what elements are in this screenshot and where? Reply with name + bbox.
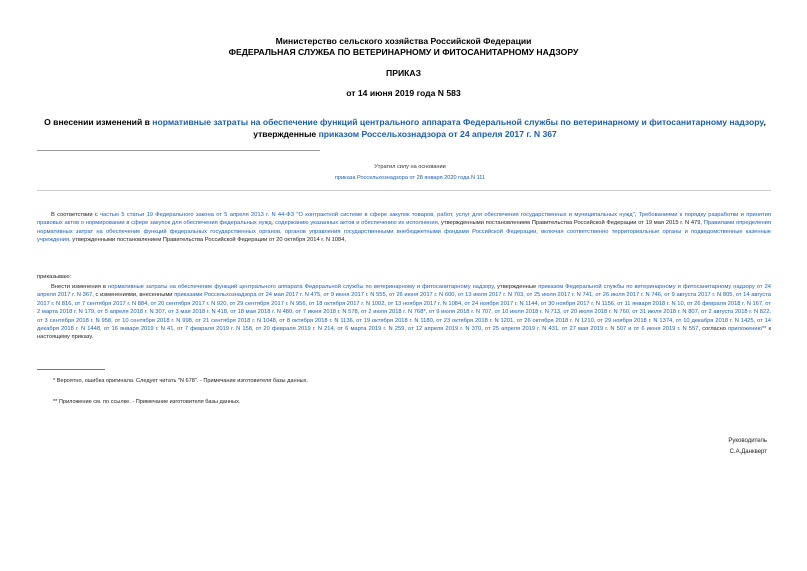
footnote-2: ** Приложение см. по ссылке. - Примечание изготовителя базы данных.: [53, 399, 241, 405]
status-top-divider: [37, 150, 320, 151]
subject-link-norms[interactable]: нормативные затраты на обеспечение функций центрального аппарата Федеральной службы по ветеринарному и фитосанитарному надзору: [152, 117, 764, 127]
preamble-text-2: ,: [634, 212, 639, 218]
clause-link-order-367[interactable]: приказом Федеральной службы по ветеринарному и фитосанитарному надзору от 24 апреля 2017 г. N 367: [37, 284, 771, 299]
footnote-divider: [37, 369, 105, 370]
preamble-text-4: , утвержденными постановлением Правительства Российской Федерации от 20 октября 2014 г. N 1084,: [69, 237, 346, 244]
doc-date-number: от 14 июня 2019 года N 583: [346, 88, 461, 98]
preamble-link-requirements[interactable]: Требованиями к порядку разработки и принятия правовых актов о нормировании в сфере закупок для обеспечения федеральных нужд, содержанию указанных актов и обеспечению их исполнения: [37, 212, 771, 227]
subject-text-2: , утвержденные: [253, 117, 766, 139]
doc-subject: [40, 116, 770, 140]
preamble-paragraph: [37, 211, 771, 245]
clause-paragraph: [37, 283, 771, 342]
clause-link-appendix[interactable]: приложению**: [728, 326, 767, 333]
status-link[interactable]: приказа Россельхознадзора от 28 января 2020 года N 111: [334, 175, 486, 181]
status-bottom-divider: [37, 190, 771, 191]
clause-text-5: к настоящему приказу.: [37, 326, 771, 341]
clause-link-amendments[interactable]: приказами Россельхознадзора от 24 мая 2017 г. N 475, от 9 июня 2017 г. N 555, от 26 июня 2017 г. N 600, от 13 июля 2017 г. N 703, от 25 июля 2017 г. N 741, от 26 июля 2017 г. N 746, от 9 августа 2017 г. N 805, от 14 августа 2017 г. N 816, от 7 сентября 2017 г. N 884, от 20 сентября 2017 г. N 920, от 29 сентября 2017 г. N 956, от 18 октября 2017 г. N 1002, от 13 ноября 2017 г. N 1084, от 24 ноября 2017 г. N 1144, от 30 ноября 2017 г. N 1156, от 11 января 2018 г. N 10, от 26 февраля 2018 г. N 167, от 2 марта 2018 г. N 179, от 5 апреля 2018 г. N 307, от 3 мая 2018 г. N 418, от 18 мая 2018 г. N 480, от 7 июня 2018 г. N 578, от 2 июля 2018 г. N 768*, от 9 июля 2018 г. N 707, от 10 июля 2018 г. N 713, от 20 июля 2018 г. N 760, от 31 июля 2018 г. N 807, от 2 августа 2018 г. N 822, от 3 сентября 2018 г. N 958, от 10 сентября 2018 г. N 998, от 21 сентября 2018 г. N 1048, от 8 октября 2018 г. N 1136, от 19 октября 2018 г. N 1180, от 23 октября 2018 г. N 1201, от 26 октября 2018 г. N 1210, от 29 ноября 2018 г. N 1374, от 10 декабря 2018 г. N 1425, от 14 декабря 2018 г. N 1448, от 16 января 2019 г. N 41, от 7 февраля 2019 г. N 158, от 20 февраля 2019 г. N 214, от 6 марта 2019 г. N 259, от 12 апреля 2019 г. N 370, от 25 апреля 2019 г. N 431, от 27 мая 2019 г. N 507 и от 6 июня 2019 г. N 557: [37, 292, 772, 333]
signature-title: Руководитель: [728, 438, 767, 444]
clause-text-4: , согласно: [698, 326, 729, 333]
ministry-name: Министерство сельского хозяйства Российской Федерации: [275, 36, 532, 46]
preamble-link-rules[interactable]: Правилами определения нормативных затрат на обеспечение функций федеральных государственных органов, органов управления государственными внебюджетными фондами Российской Федерации, включая соответственно территориальные органы и подведомственные казенные учреждения: [37, 220, 771, 244]
doc-type: ПРИКАЗ: [386, 68, 421, 78]
service-name: ФЕДЕРАЛЬНАЯ СЛУЖБА ПО ВЕТЕРИНАРНОМУ И ФИТОСАНИТАРНОМУ НАДЗОРУ: [228, 47, 579, 57]
clause-text-1: Внести изменения в: [51, 284, 108, 290]
subject-text-1: О внесении изменений в: [44, 117, 153, 127]
order-word: приказываю:: [37, 274, 72, 280]
status-line: Утратил силу на основании: [374, 164, 446, 170]
preamble-text-3: , утвержденными постановлением Правительства Российской Федерации от 19 мая 2015 г. N 479,: [437, 220, 704, 227]
clause-text-3: , с изменениями, внесенными: [92, 292, 175, 299]
signature-name: С.А.Данкверт: [729, 449, 767, 455]
clause-text-2: , утвержденные: [493, 284, 539, 290]
preamble-link-44fz[interactable]: частью 5 статьи 19 Федерального закона от 5 апреля 2013 г. N 44-ФЗ "О контрактной системе в сфере закупок товаров, работ, услуг для обеспечения государственных и муниципальных нужд": [100, 212, 635, 218]
subject-link-order-367[interactable]: приказом Россельхознадзора от 24 апреля 2017 г. N 367: [318, 129, 557, 139]
footnote-1: * Вероятно, ошибка оригинала. Следует читать "N 678". - Примечание изготовителя базы данных.: [53, 378, 309, 384]
preamble-text-1: В соответствии с: [51, 212, 101, 218]
clause-link-norms[interactable]: нормативные затраты на обеспечение функций центрального аппарата Федеральной службы по ветеринарному и фитосанитарному надзору: [108, 284, 494, 290]
